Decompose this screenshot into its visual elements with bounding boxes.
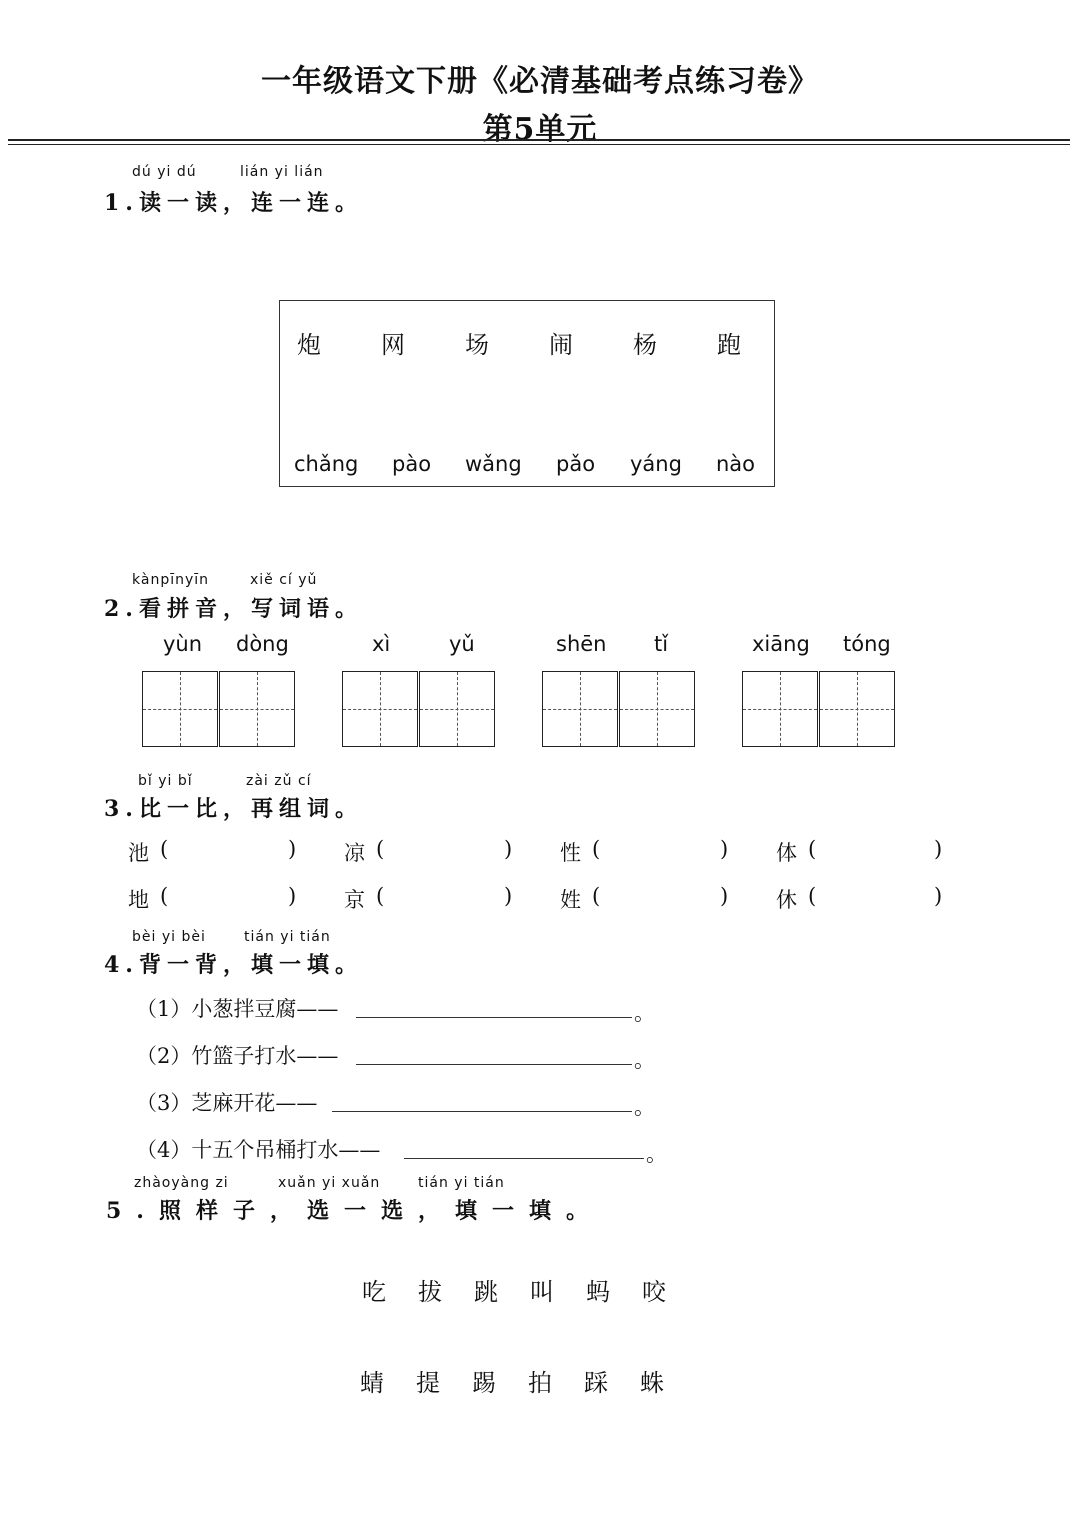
- q1-char-6[interactable]: 跑: [717, 331, 741, 359]
- q5-r2-char-2[interactable]: 提: [416, 1369, 440, 1397]
- q5-r2-char-3[interactable]: 踢: [472, 1369, 496, 1397]
- q5-heading: 5.照样子，选一选，填一填。: [106, 1198, 603, 1224]
- q5-r2-char-6[interactable]: 蛛: [640, 1369, 664, 1397]
- q5-pinyin-3: tián yi tián: [418, 1175, 505, 1191]
- q3-r1-char-2: 凉: [344, 841, 365, 865]
- q2-pinyin-1: kànpīnyīn: [132, 572, 210, 588]
- q1-pinyin-1: dú yi dú: [132, 164, 197, 180]
- q4-blank-4[interactable]: [404, 1158, 644, 1159]
- q4-blank-1[interactable]: [356, 1017, 632, 1018]
- q2-write-box-2b[interactable]: [419, 671, 495, 747]
- q3-r2-open-1: (: [160, 884, 169, 908]
- q5-pinyin-2: xuǎn yi xuǎn: [278, 1175, 381, 1191]
- q3-r1-close-1: ): [288, 837, 297, 861]
- q1-heading: 1.读一读，连一连。: [104, 190, 363, 216]
- q3-r2-char-1: 地: [128, 888, 149, 912]
- page-title: 一年级语文下册《必清基础考点练习卷》: [261, 64, 819, 99]
- header-rule-bottom: [8, 144, 1070, 145]
- q2-word3-pinyin-b: tǐ: [654, 632, 669, 656]
- q2-write-box-3a[interactable]: [542, 671, 618, 747]
- q4-item-1: （1）小葱拌豆腐——: [136, 997, 339, 1021]
- q1-pinyin-option-5[interactable]: yáng: [630, 452, 682, 476]
- q3-r2-char-2: 京: [344, 888, 365, 912]
- q3-r2-char-4: 休: [776, 888, 797, 912]
- q3-pinyin-1: bǐ yi bǐ: [138, 773, 193, 789]
- q2-pinyin-2: xiě cí yǔ: [250, 572, 318, 588]
- q4-item-3: （3）芝麻开花——: [136, 1091, 318, 1115]
- q4-end-1: 。: [634, 1001, 655, 1025]
- q4-end-2: 。: [634, 1048, 655, 1072]
- q3-r2-close-1: ): [288, 884, 297, 908]
- q3-r2-open-4: (: [808, 884, 817, 908]
- q4-blank-3[interactable]: [332, 1111, 632, 1112]
- q2-write-box-4b[interactable]: [819, 671, 895, 747]
- q3-pinyin-2: zài zǔ cí: [246, 773, 312, 789]
- q4-heading: 4.背一背，填一填。: [104, 952, 363, 978]
- q3-r1-open-1: (: [160, 837, 169, 861]
- q2-word3-pinyin-a: shēn: [556, 632, 607, 656]
- q1-char-3[interactable]: 场: [465, 331, 489, 359]
- q5-r2-char-4[interactable]: 拍: [528, 1369, 552, 1397]
- q1-pinyin-option-2[interactable]: pào: [392, 452, 432, 476]
- q2-word2-pinyin-b: yǔ: [449, 632, 475, 656]
- page-subtitle: 第5单元: [482, 112, 598, 147]
- q1-char-5[interactable]: 杨: [633, 331, 657, 359]
- q3-r1-char-1: 池: [128, 841, 149, 865]
- q5-r1-char-2[interactable]: 拔: [418, 1278, 442, 1306]
- q3-r1-open-3: (: [592, 837, 601, 861]
- q1-char-2[interactable]: 网: [381, 331, 405, 359]
- q3-r2-open-2: (: [376, 884, 385, 908]
- q1-pinyin-option-1[interactable]: chǎng: [294, 452, 359, 476]
- q1-char-1[interactable]: 炮: [297, 331, 321, 359]
- q3-heading: 3.比一比，再组词。: [104, 796, 363, 822]
- q3-r2-close-3: ): [720, 884, 729, 908]
- q2-word1-pinyin-a: yùn: [163, 632, 203, 656]
- q3-r2-close-4: ): [934, 884, 943, 908]
- q4-blank-2[interactable]: [356, 1064, 632, 1065]
- header-rule-top: [8, 139, 1070, 141]
- q5-r1-char-5[interactable]: 蚂: [586, 1278, 610, 1306]
- q1-char-4[interactable]: 闹: [549, 331, 573, 359]
- q5-r2-char-1[interactable]: 蜻: [360, 1369, 384, 1397]
- q2-heading: 2.看拼音，写词语。: [104, 596, 363, 622]
- q4-end-3: 。: [634, 1095, 655, 1119]
- q2-write-box-1b[interactable]: [219, 671, 295, 747]
- q4-item-2: （2）竹篮子打水——: [136, 1044, 339, 1068]
- q1-pinyin-option-3[interactable]: wǎng: [465, 452, 522, 476]
- q1-pinyin-option-4[interactable]: pǎo: [556, 452, 596, 476]
- q2-write-box-1a[interactable]: [142, 671, 218, 747]
- q2-write-box-3b[interactable]: [619, 671, 695, 747]
- q3-r1-close-2: ): [504, 837, 513, 861]
- q2-word1-pinyin-b: dòng: [236, 632, 289, 656]
- q1-pinyin-2: lián yi lián: [240, 164, 324, 180]
- q3-r1-char-3: 性: [560, 841, 581, 865]
- q3-r1-close-3: ): [720, 837, 729, 861]
- q3-r1-close-4: ): [934, 837, 943, 861]
- q2-write-box-4a[interactable]: [742, 671, 818, 747]
- q3-r2-open-3: (: [592, 884, 601, 908]
- q2-word4-pinyin-a: xiāng: [752, 632, 810, 656]
- q2-write-box-2a[interactable]: [342, 671, 418, 747]
- q5-r1-char-4[interactable]: 叫: [530, 1278, 554, 1306]
- q4-item-4: （4）十五个吊桶打水——: [136, 1138, 381, 1162]
- q5-r1-char-6[interactable]: 咬: [642, 1278, 666, 1306]
- q3-r1-open-4: (: [808, 837, 817, 861]
- q5-r1-char-1[interactable]: 吃: [362, 1278, 386, 1306]
- q3-r1-char-4: 体: [776, 841, 797, 865]
- q1-match-box: [279, 300, 775, 487]
- q3-r2-char-3: 姓: [560, 888, 581, 912]
- q5-r2-char-5[interactable]: 踩: [584, 1369, 608, 1397]
- q4-pinyin-1: bèi yi bèi: [132, 929, 206, 945]
- q3-r2-close-2: ): [504, 884, 513, 908]
- q1-pinyin-option-6[interactable]: nào: [716, 452, 756, 476]
- q3-r1-open-2: (: [376, 837, 385, 861]
- q5-r1-char-3[interactable]: 跳: [474, 1278, 498, 1306]
- q5-pinyin-1: zhàoyàng zi: [134, 1175, 229, 1191]
- q4-pinyin-2: tián yi tián: [244, 929, 331, 945]
- q2-word2-pinyin-a: xì: [372, 632, 391, 656]
- q4-end-4: 。: [646, 1142, 667, 1166]
- q2-word4-pinyin-b: tóng: [843, 632, 891, 656]
